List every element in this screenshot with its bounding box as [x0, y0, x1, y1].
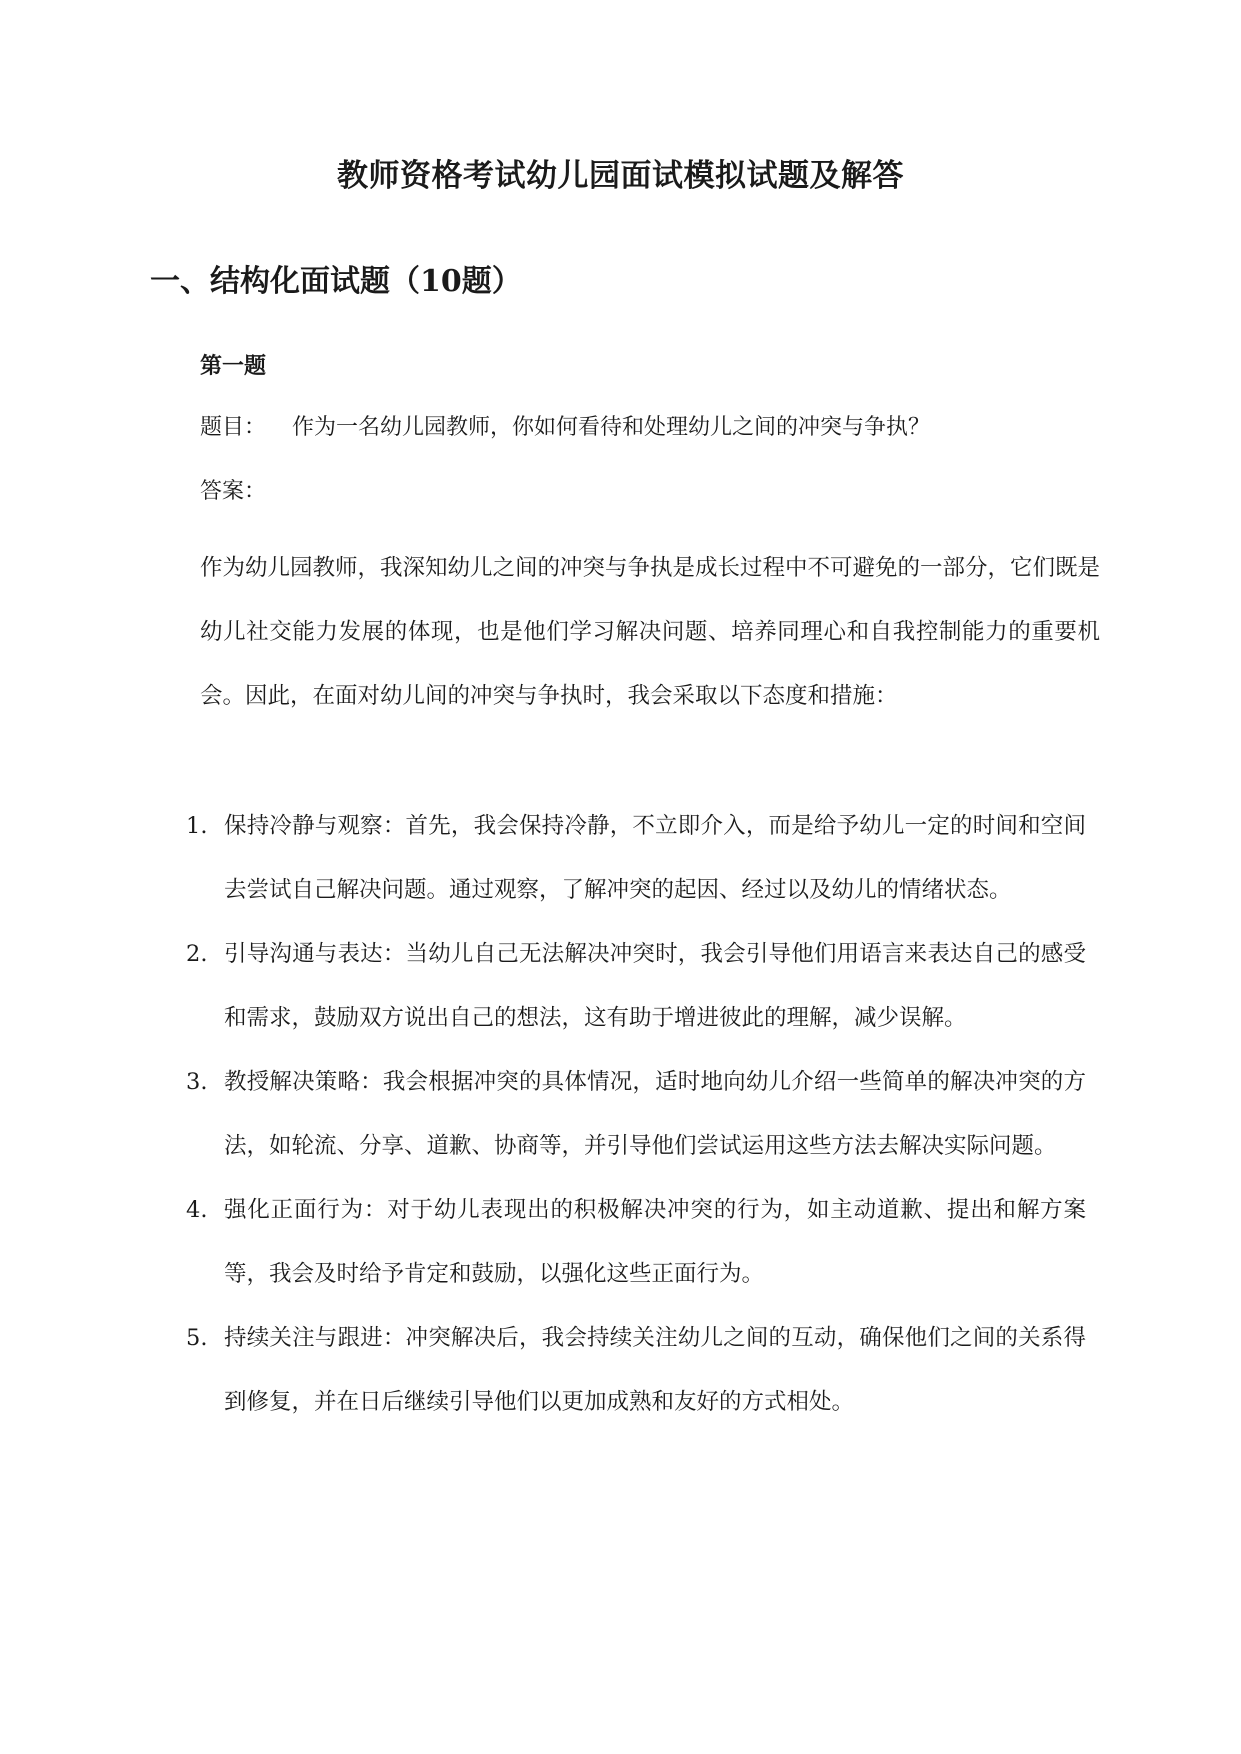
step-text: 教授解决策略：我会根据冲突的具体情况，适时地向幼儿介绍一些简单的解决冲突的方法，如轮流、分享、道歉、协商等，并引导他们尝试运用这些方法去解决实际问题。: [224, 1069, 1086, 1159]
step-number: 1.: [186, 813, 208, 839]
answer-label: 答案：: [200, 479, 267, 504]
step-number: 5.: [186, 1325, 208, 1351]
step-text: 保持冷静与观察：首先，我会保持冷静，不立即介入，而是给予幼儿一定的时间和空间去尝试自己解决问题。通过观察，了解冲突的起因、经过以及幼儿的情绪状态。: [224, 813, 1086, 903]
step-text: 持续关注与跟进：冲突解决后，我会持续关注幼儿之间的互动，确保他们之间的关系得到修复，并在日后继续引导他们以更加成熟和友好的方式相处。: [224, 1325, 1086, 1415]
section-heading: 一、结构化面试题（10题）: [150, 264, 522, 299]
answer-steps-list: [186, 794, 1086, 1434]
step-number: 2.: [186, 941, 208, 967]
answer-step: [186, 794, 1086, 922]
question-label: 第一题: [200, 353, 267, 379]
answer-step: [186, 1306, 1086, 1434]
step-number: 4.: [186, 1197, 208, 1223]
question-prompt: [200, 410, 930, 446]
step-text: 强化正面行为：对于幼儿表现出的积极解决冲突的行为，如主动道歉、提出和解方案等，我会及时给予肯定和鼓励，以强化这些正面行为。: [224, 1197, 1086, 1287]
prompt-text: 作为一名幼儿园教师，你如何看待和处理幼儿之间的冲突与争执？: [292, 415, 931, 440]
step-text: 引导沟通与表达：当幼儿自己无法解决冲突时，我会引导他们用语言来表达自己的感受和需求，鼓励双方说出自己的想法，这有助于增进彼此的理解，减少误解。: [224, 941, 1086, 1031]
answer-step: [186, 1178, 1086, 1306]
prompt-label: 题目：: [200, 415, 267, 440]
document-title: 教师资格考试幼儿园面试模拟试题及解答: [337, 158, 904, 194]
answer-intro: 作为幼儿园教师，我深知幼儿之间的冲突与争执是成长过程中不可避免的一部分，它们既是幼儿社交能力发展的体现，也是他们学习解决问题、培养同理心和自我控制能力的重要机会。因此，在面对幼儿间的冲突与争执时，我会采取以下态度和措施：: [200, 555, 1101, 709]
step-number: 3.: [186, 1069, 208, 1095]
answer-step: [186, 1050, 1086, 1178]
answer-step: [186, 922, 1086, 1050]
